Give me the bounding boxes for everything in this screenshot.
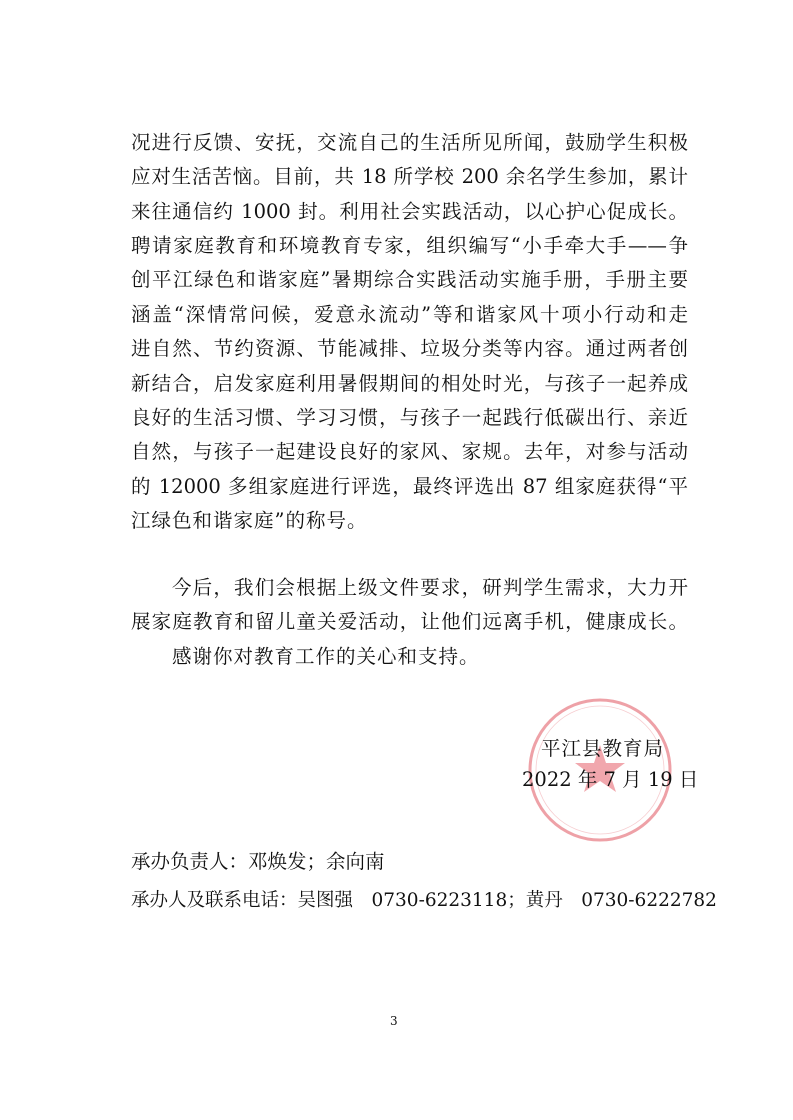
contact-responsible: 承办负责人：邓焕发；余向南	[131, 850, 385, 873]
page-number: 3	[390, 1014, 398, 1028]
text-line: 江绿色和谐家庭”的称号。	[131, 509, 368, 532]
text-line: 涵盖“深情常问候，爱意永流动”等和谐家风十项小行动和走	[131, 303, 688, 326]
thanks-line: 感谢你对教育工作的关心和支持。	[172, 645, 480, 668]
text-line: 进自然、节约资源、节能减排、垃圾分类等内容。通过两者创	[131, 337, 688, 360]
contact-handler: 承办人及联系电话：吴图强 0730-6223118；黄丹 0730-6222782	[131, 890, 717, 911]
text-line: 来往通信约 1000 封。利用社会实践活动，以心护心促成长。	[131, 200, 688, 223]
text-line: 展家庭教育和留儿童关爱活动，让他们远离手机，健康成长。	[131, 610, 688, 633]
signature-org: 平江县教育局	[541, 737, 665, 760]
text-line: 新结合，启发家庭利用暑假期间的相处时光，与孩子一起养成	[131, 372, 688, 395]
signature-date: 2022 年 7 月 19 日	[522, 768, 699, 791]
text-line: 自然，与孩子一起建设良好的家风、家规。去年，对参与活动	[131, 440, 688, 463]
text-line: 应对生活苦恼。目前，共 18 所学校 200 余名学生参加，累计	[131, 165, 688, 188]
text-line: 况进行反馈、安抚，交流自己的生活所见所闻，鼓励学生积极	[131, 131, 688, 154]
text-line: 的 12000 多组家庭进行评选，最终评选出 87 组家庭获得“平	[131, 475, 688, 498]
text-line: 良好的生活习惯、学习习惯，与孩子一起践行低碳出行、亲近	[131, 406, 688, 429]
text-line: 创平江绿色和谐家庭”暑期综合实践活动实施手册，手册主要	[131, 268, 688, 291]
text-line: 今后，我们会根据上级文件要求，研判学生需求，大力开	[172, 576, 688, 599]
text-line: 聘请家庭教育和环境教育专家，组织编写“小手牵大手——争	[131, 234, 688, 257]
